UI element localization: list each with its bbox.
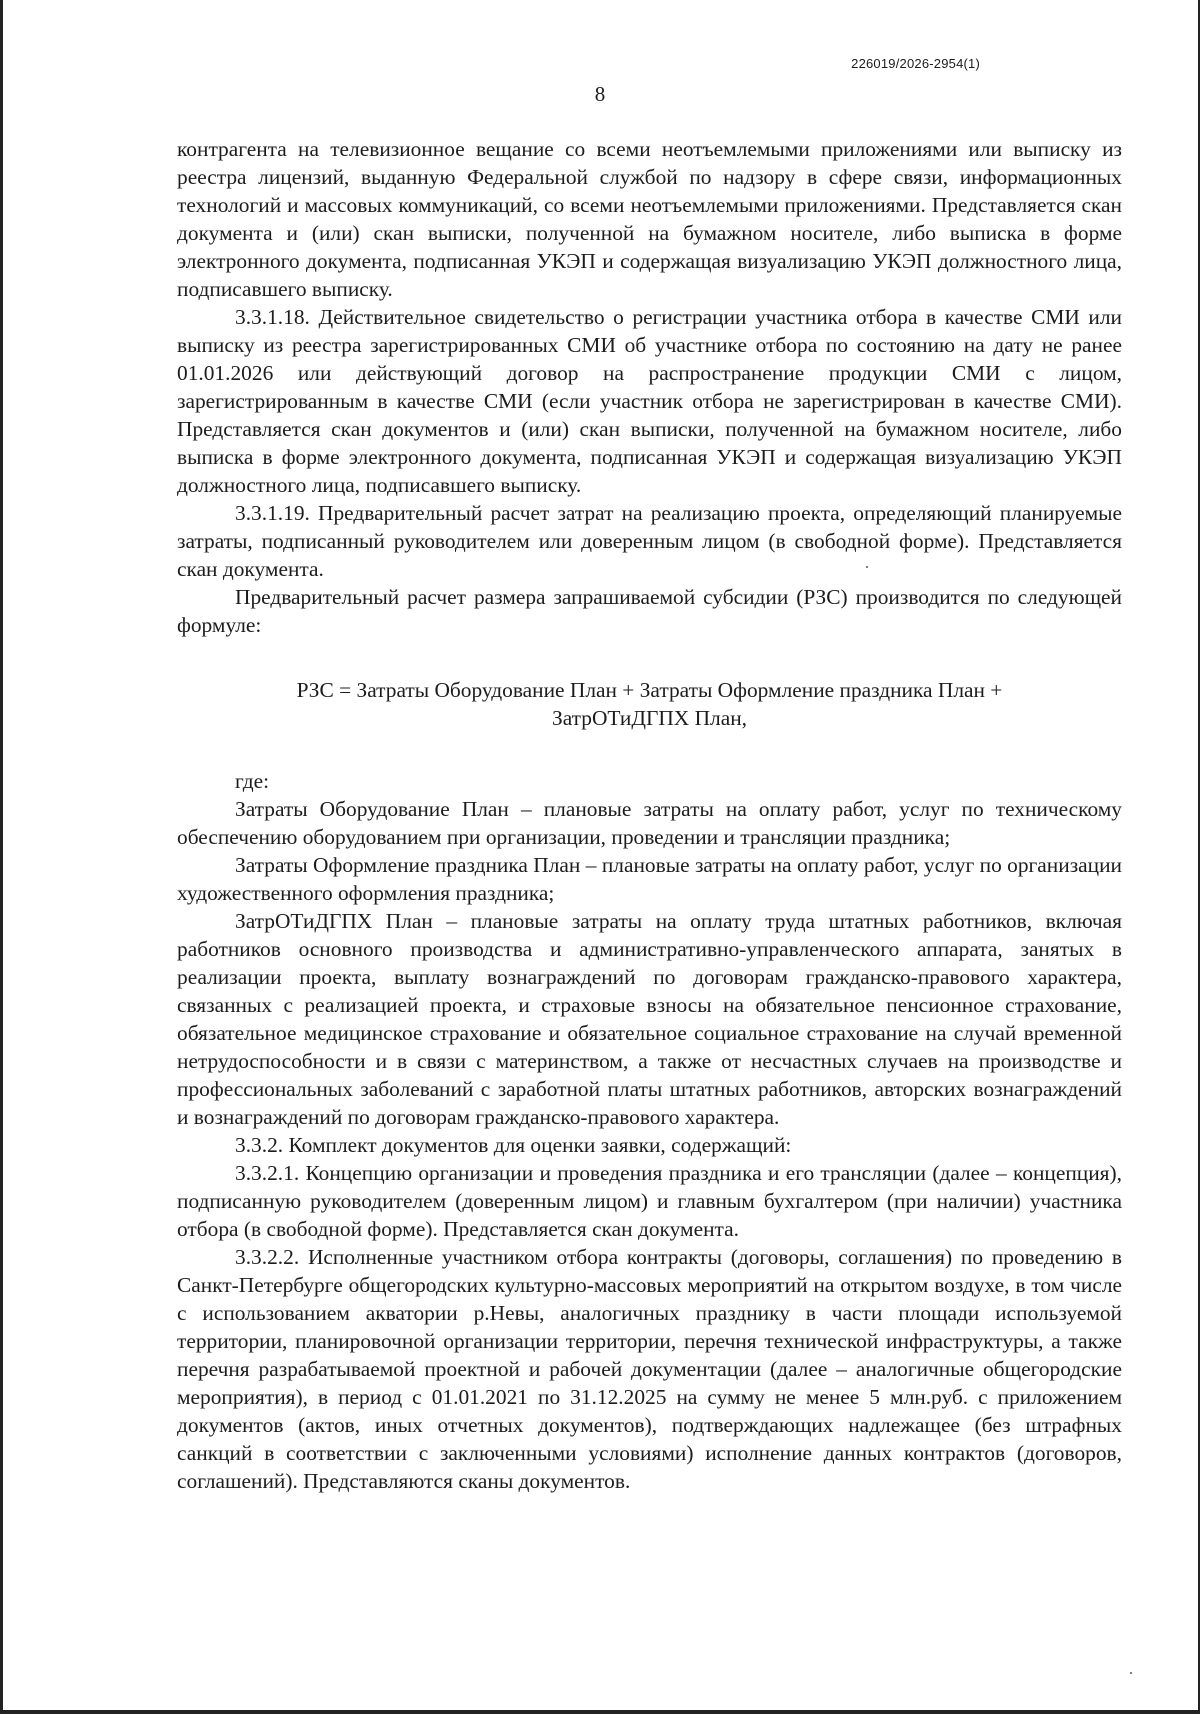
document-registration-number: 226019/2026-2954(1) xyxy=(851,56,980,71)
definition-labor-costs: ЗатрОТиДГПХ План – плановые затраты на оплату труда штатных работников, включая работников основного производства и административно-управленческого аппарата, занятых в реализации проекта, выплату вознаграждений по договорам гражданско-правового характера, связанных с реализацией проекта, и страховые взносы на обязательное пенсионное страхование, обязательное медицинское страхование и обязательное социальное страхование на случай временной нетрудоспособности и в связи с материнством, а также от несчастных случаев на производстве и профессиональных заболеваний с заработной платы штатных работников, авторских вознаграждений и вознаграждений по договорам гражданско-правового характера. xyxy=(177,909,1122,1129)
definition-equipment-costs: Затраты Оборудование План – плановые затраты на оплату работ, услуг по техническому обеспечению оборудованием при организации, проведении и трансляции праздника; xyxy=(177,797,1122,849)
scan-border-bottom xyxy=(0,1710,1200,1714)
paragraph-3-3-1-19: 3.3.1.19. Предварительный расчет затрат на реализацию проекта, определяющий планируемые затраты, подписанный руководителем или доверенным лицом (в свободной форме). Представляется скан документа. xyxy=(177,501,1122,581)
paragraph-3-3-1-18: 3.3.1.18. Действительное свидетельство о регистрации участника отбора в качестве СМИ или выписку из реестра зарегистрированных СМИ об участнике отбора по состоянию на дату не ранее 01.01.2026 или действующий договор на распространение продукции СМИ с лицом, зарегистрированным в качестве СМИ (если участник отбора не зарегистрирован в качестве СМИ). Представляется скан документов и (или) скан выписки, полученной на бумажном носителе, либо выписка в форме электронного документа, подписанная УКЭП и содержащая визуализацию УКЭП должностного лица, подписавшего выписку. xyxy=(177,305,1122,497)
paragraph-formula-intro: Предварительный расчет размера запрашиваемой субсидии (РЗС) производится по следующей формуле: xyxy=(177,585,1122,637)
page-number: 8 xyxy=(594,82,606,106)
formula-line-2: ЗатрОТиДГПХ План, xyxy=(551,706,747,730)
paragraph-3-3-2-2: 3.3.2.2. Исполненные участником отбора контракты (договоры, соглашения) по проведению в Санкт-Петербурге общегородских культурно-массовых мероприятий на открытом воздухе, в том числе с использованием акватории р.Невы, аналогичных празднику в части площади используемой территории, планировочной организации территории, перечня технической инфраструктуры, а также перечня разрабатываемой проектной и рабочей документации (далее – аналогичные общегородские мероприятия), в период с 01.01.2021 по 31.12.2025 на сумму не менее 5 млн.руб. с приложением документов (актов, иных отчетных документов), подтверждающих надлежащее (без штрафных санкций в соответствии с заключенными условиями) исполнение данных контрактов (договоров, соглашений). Представляются сканы документов. xyxy=(177,1245,1122,1493)
formula-where-label: где: xyxy=(235,769,270,793)
scan-speck xyxy=(866,566,868,568)
paragraph-continuation: контрагента на телевизионное вещание со всеми неотъемлемыми приложениями или выписку из реестра лицензий, выданную Федеральной службой по надзору в сфере связи, информационных технологий и массовых коммуникаций, со всеми неотъемлемыми приложениями. Представляется скан документа и (или) скан выписки, полученной на бумажном носителе, либо выписка в форме электронного документа, подписанная УКЭП и содержащая визуализацию УКЭП должностного лица, подписавшего выписку. xyxy=(177,137,1122,301)
formula-line-1: РЗС = Затраты Оборудование План + Затраты Оформление праздника План + xyxy=(296,678,1003,702)
scan-speck xyxy=(1130,1672,1132,1674)
document-body xyxy=(177,135,1122,1495)
definition-decoration-costs: Затраты Оформление праздника План – плановые затраты на оплату работ, услуг по организации художественного оформления праздника; xyxy=(177,853,1122,905)
scan-border-left xyxy=(0,0,3,1714)
paragraph-3-3-2: 3.3.2. Комплект документов для оценки заявки, содержащий: xyxy=(235,1133,792,1157)
subsidy-formula xyxy=(177,676,1122,732)
paragraph-3-3-2-1: 3.3.2.1. Концепцию организации и проведения праздника и его трансляции (далее – концепция), подписанную руководителем (доверенным лицом) и главным бухгалтером (при наличии) участника отбора (в свободной форме). Представляется скан документа. xyxy=(177,1161,1122,1241)
